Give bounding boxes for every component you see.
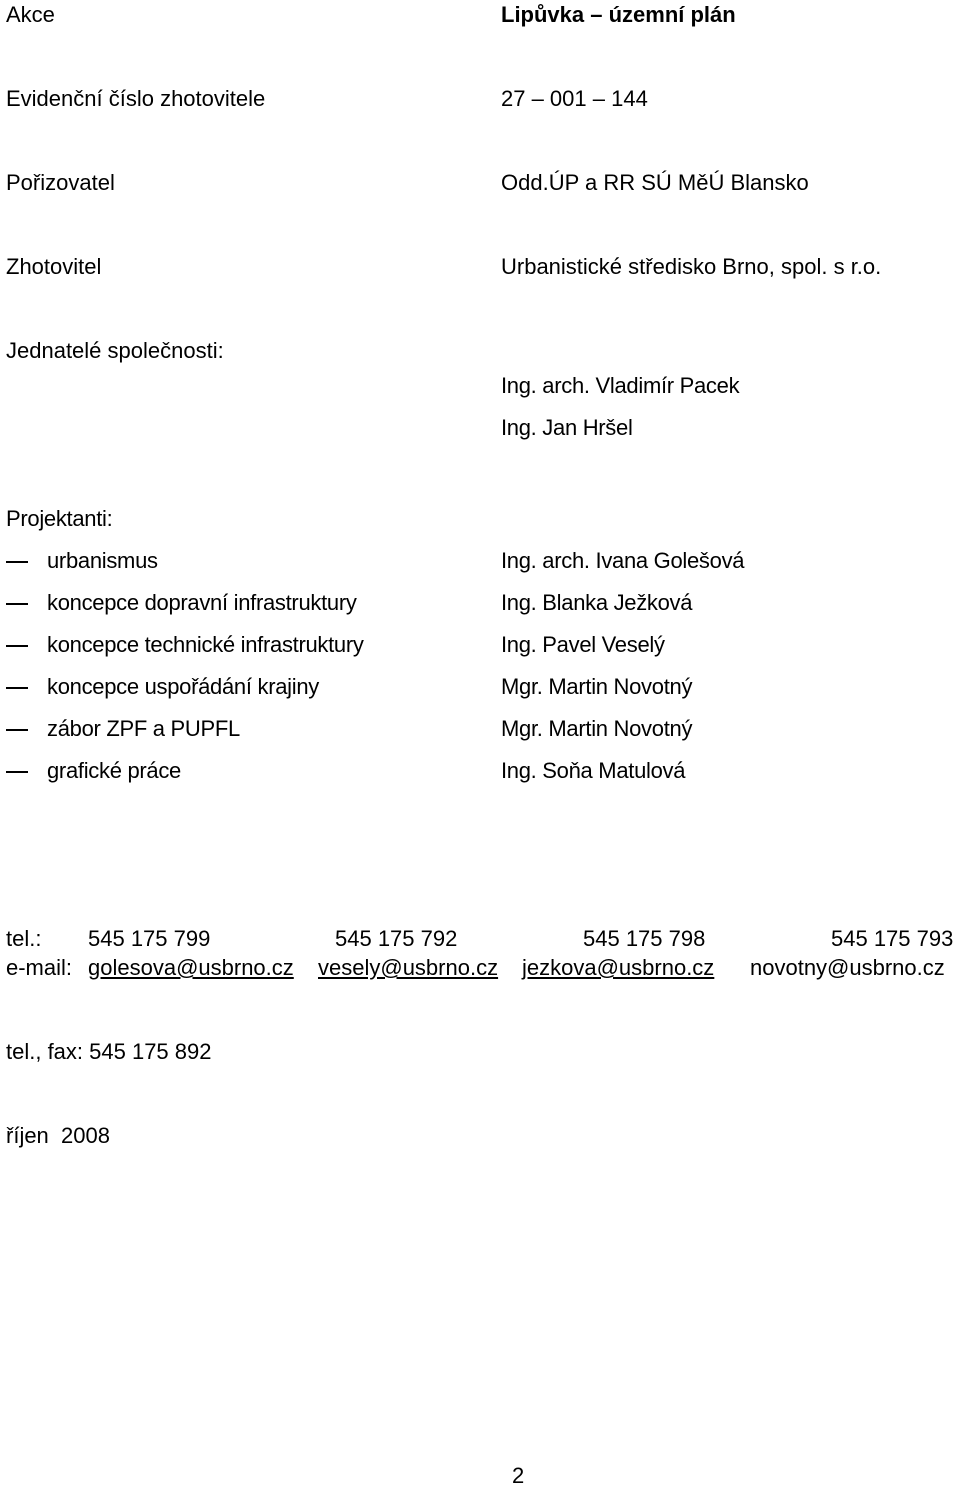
email-link[interactable]: jezkova@usbrno.cz (522, 955, 715, 980)
dash-bullet (6, 645, 28, 647)
zhotovitel-value: Urbanistické středisko Brno, spol. s r.o. (501, 254, 882, 279)
evidencni-value: 27 – 001 – 144 (501, 86, 648, 111)
projektant-role: koncepce uspořádání krajiny (47, 674, 319, 699)
projektant-role: zábor ZPF a PUPFL (47, 716, 240, 741)
projektant-name: Ing. Blanka Ježková (501, 590, 693, 615)
dash-bullet (6, 729, 28, 731)
akce-value: Lipůvka – územní plán (501, 2, 736, 27)
jednatel-name: Ing. arch. Vladimír Pacek (501, 373, 740, 398)
phone-number: 545 175 793 (831, 926, 954, 951)
projektant-role: grafické práce (47, 758, 181, 783)
phone-number: 545 175 792 (335, 926, 458, 951)
tel-label: tel.: (6, 926, 42, 951)
jednatel-name: Ing. Jan Hršel (501, 415, 633, 440)
projektant-name: Mgr. Martin Novotný (501, 716, 693, 741)
phone-number: 545 175 799 (88, 926, 211, 951)
dash-bullet (6, 561, 28, 563)
projektant-name: Ing. Soňa Matulová (501, 758, 686, 783)
projektant-name: Ing. Pavel Veselý (501, 632, 665, 657)
jednatele-label: Jednatelé společnosti: (6, 338, 224, 363)
document-date: říjen 2008 (6, 1123, 110, 1148)
projektant-name: Mgr. Martin Novotný (501, 674, 693, 699)
email-link[interactable]: golesova@usbrno.cz (88, 955, 294, 980)
dash-bullet (6, 687, 28, 689)
projektant-role: koncepce technické infrastruktury (47, 632, 364, 657)
phone-number: 545 175 798 (583, 926, 706, 951)
porizovatel-value: Odd.ÚP a RR SÚ MěÚ Blansko (501, 170, 809, 195)
projektant-role: koncepce dopravní infrastruktury (47, 590, 357, 615)
projektant-role: urbanismus (47, 548, 158, 573)
projektant-name: Ing. arch. Ivana Golešová (501, 548, 745, 573)
fax-line: tel., fax: 545 175 892 (6, 1039, 212, 1064)
email-text: novotny@usbrno.cz (750, 955, 945, 980)
dash-bullet (6, 771, 28, 773)
zhotovitel-label: Zhotovitel (6, 254, 102, 279)
evidencni-label: Evidenční číslo zhotovitele (6, 86, 266, 111)
page-number: 2 (512, 1463, 525, 1488)
dash-bullet (6, 603, 28, 605)
email-link[interactable]: vesely@usbrno.cz (318, 955, 499, 980)
projektanti-label: Projektanti: (6, 506, 113, 531)
akce-label: Akce (6, 2, 55, 27)
email-label: e-mail: (6, 955, 73, 980)
porizovatel-label: Pořizovatel (6, 170, 115, 195)
